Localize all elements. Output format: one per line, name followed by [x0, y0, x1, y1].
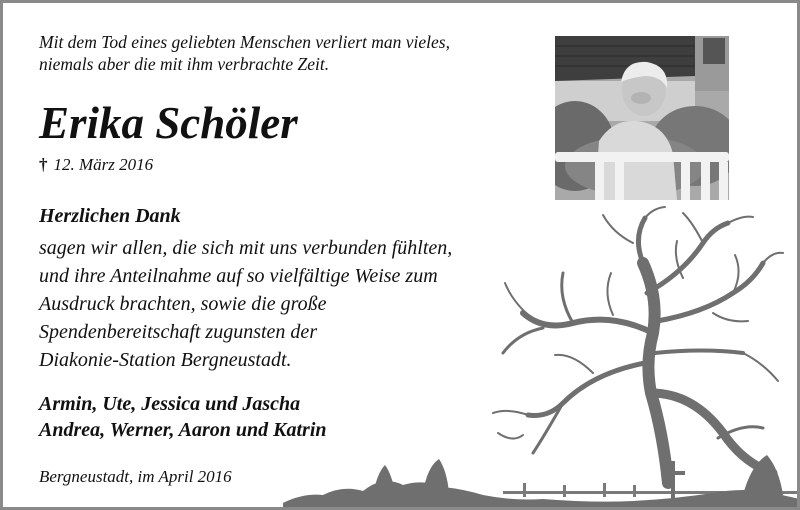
thanks-line: und ihre Anteilnahme auf so vielfältige Weise zum	[39, 265, 438, 287]
tree-landscape-illustration	[273, 203, 800, 510]
death-cross-symbol: †	[39, 155, 48, 174]
portrait-photo	[555, 36, 729, 200]
thanks-line: Spendenbereitschaft zugunsten der	[39, 321, 318, 343]
death-date-line	[39, 153, 153, 177]
thanks-line: sagen wir allen, die sich mit uns verbunden fühlten,	[39, 237, 453, 259]
family-line-2: Andrea, Werner, Aaron und Katrin	[39, 419, 327, 441]
thanks-heading: Herzlichen Dank	[39, 205, 181, 227]
quote-line-1: Mit dem Tod eines geliebten Menschen verliert man vieles,	[39, 32, 450, 52]
thanks-line: Ausdruck brachten, sowie die große	[39, 293, 327, 315]
memorial-quote	[39, 31, 519, 75]
deceased-name: Erika Schöler	[39, 98, 298, 148]
death-date: 12. März 2016	[53, 155, 154, 174]
place-date: Bergneustadt, im April 2016	[39, 467, 232, 486]
thanks-line: Diakonie-Station Bergneustadt.	[39, 349, 292, 371]
family-line-1: Armin, Ute, Jessica und Jascha	[39, 393, 301, 415]
quote-line-2: niemals aber die mit ihm verbrachte Zeit.	[39, 54, 330, 74]
